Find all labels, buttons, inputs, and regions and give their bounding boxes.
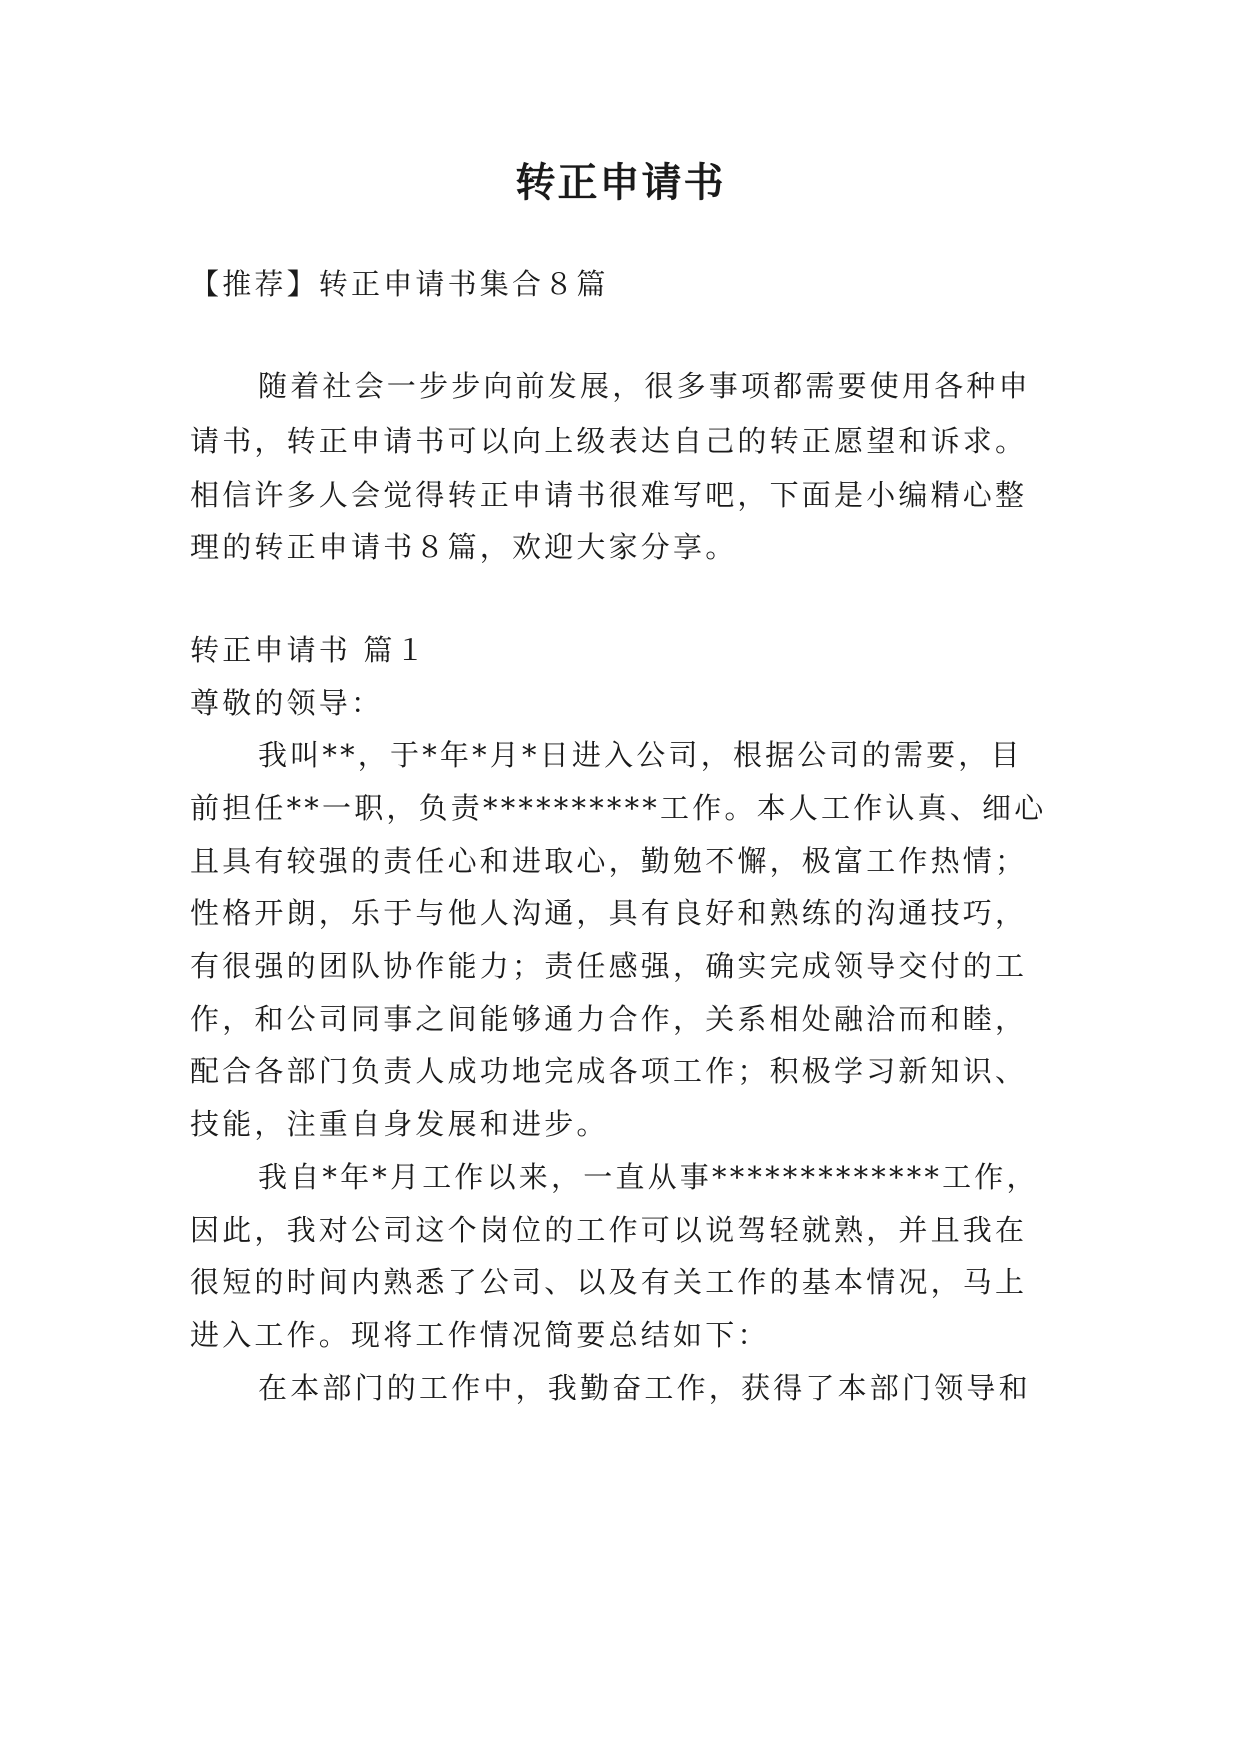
body-line: 有很强的团队协作能力；责任感强，确实完成领导交付的工 — [190, 949, 1028, 983]
body-line: 作，和公司同事之间能够通力合作，关系相处融洽而和睦， — [190, 1002, 1028, 1036]
intro-line: 随着社会一步步向前发展，很多事项都需要使用各种申 — [258, 369, 1031, 403]
document-subtitle: 【推荐】转正申请书集合８篇 — [190, 267, 609, 301]
body-line: 我自*年*月工作以来，一直从事*************工作， — [258, 1160, 1039, 1194]
intro-line: 请书，转正申请书可以向上级表达自己的转正愿望和诉求。 — [190, 424, 1028, 458]
document-title: 转正申请书 — [515, 160, 726, 206]
body-line: 性格开朗，乐于与他人沟通，具有良好和熟练的沟通技巧， — [190, 896, 1028, 930]
section-heading: 转正申请书 篇１ — [190, 633, 428, 667]
intro-line: 理的转正申请书８篇，欢迎大家分享。 — [190, 530, 738, 564]
body-line: 很短的时间内熟悉了公司、以及有关工作的基本情况，马上 — [190, 1265, 1028, 1299]
intro-line: 相信许多人会觉得转正申请书很难写吧，下面是小编精心整 — [190, 478, 1028, 512]
body-line: 进入工作。现将工作情况简要总结如下： — [190, 1318, 770, 1352]
body-line: 配合各部门负责人成功地完成各项工作；积极学习新知识、 — [190, 1054, 1028, 1088]
salutation: 尊敬的领导： — [190, 686, 384, 720]
body-line: 在本部门的工作中，我勤奋工作，获得了本部门领导和 — [258, 1371, 1031, 1405]
body-line: 我叫**，于*年*月*日进入公司，根据公司的需要，目 — [258, 738, 1023, 772]
body-line: 因此，我对公司这个岗位的工作可以说驾轻就熟，并且我在 — [190, 1213, 1028, 1247]
body-line: 前担任**一职，负责**********工作。本人工作认真、细心 — [190, 791, 1047, 825]
body-line: 技能，注重自身发展和进步。 — [190, 1107, 609, 1141]
body-line: 且具有较强的责任心和进取心，勤勉不懈，极富工作热情； — [190, 844, 1028, 878]
